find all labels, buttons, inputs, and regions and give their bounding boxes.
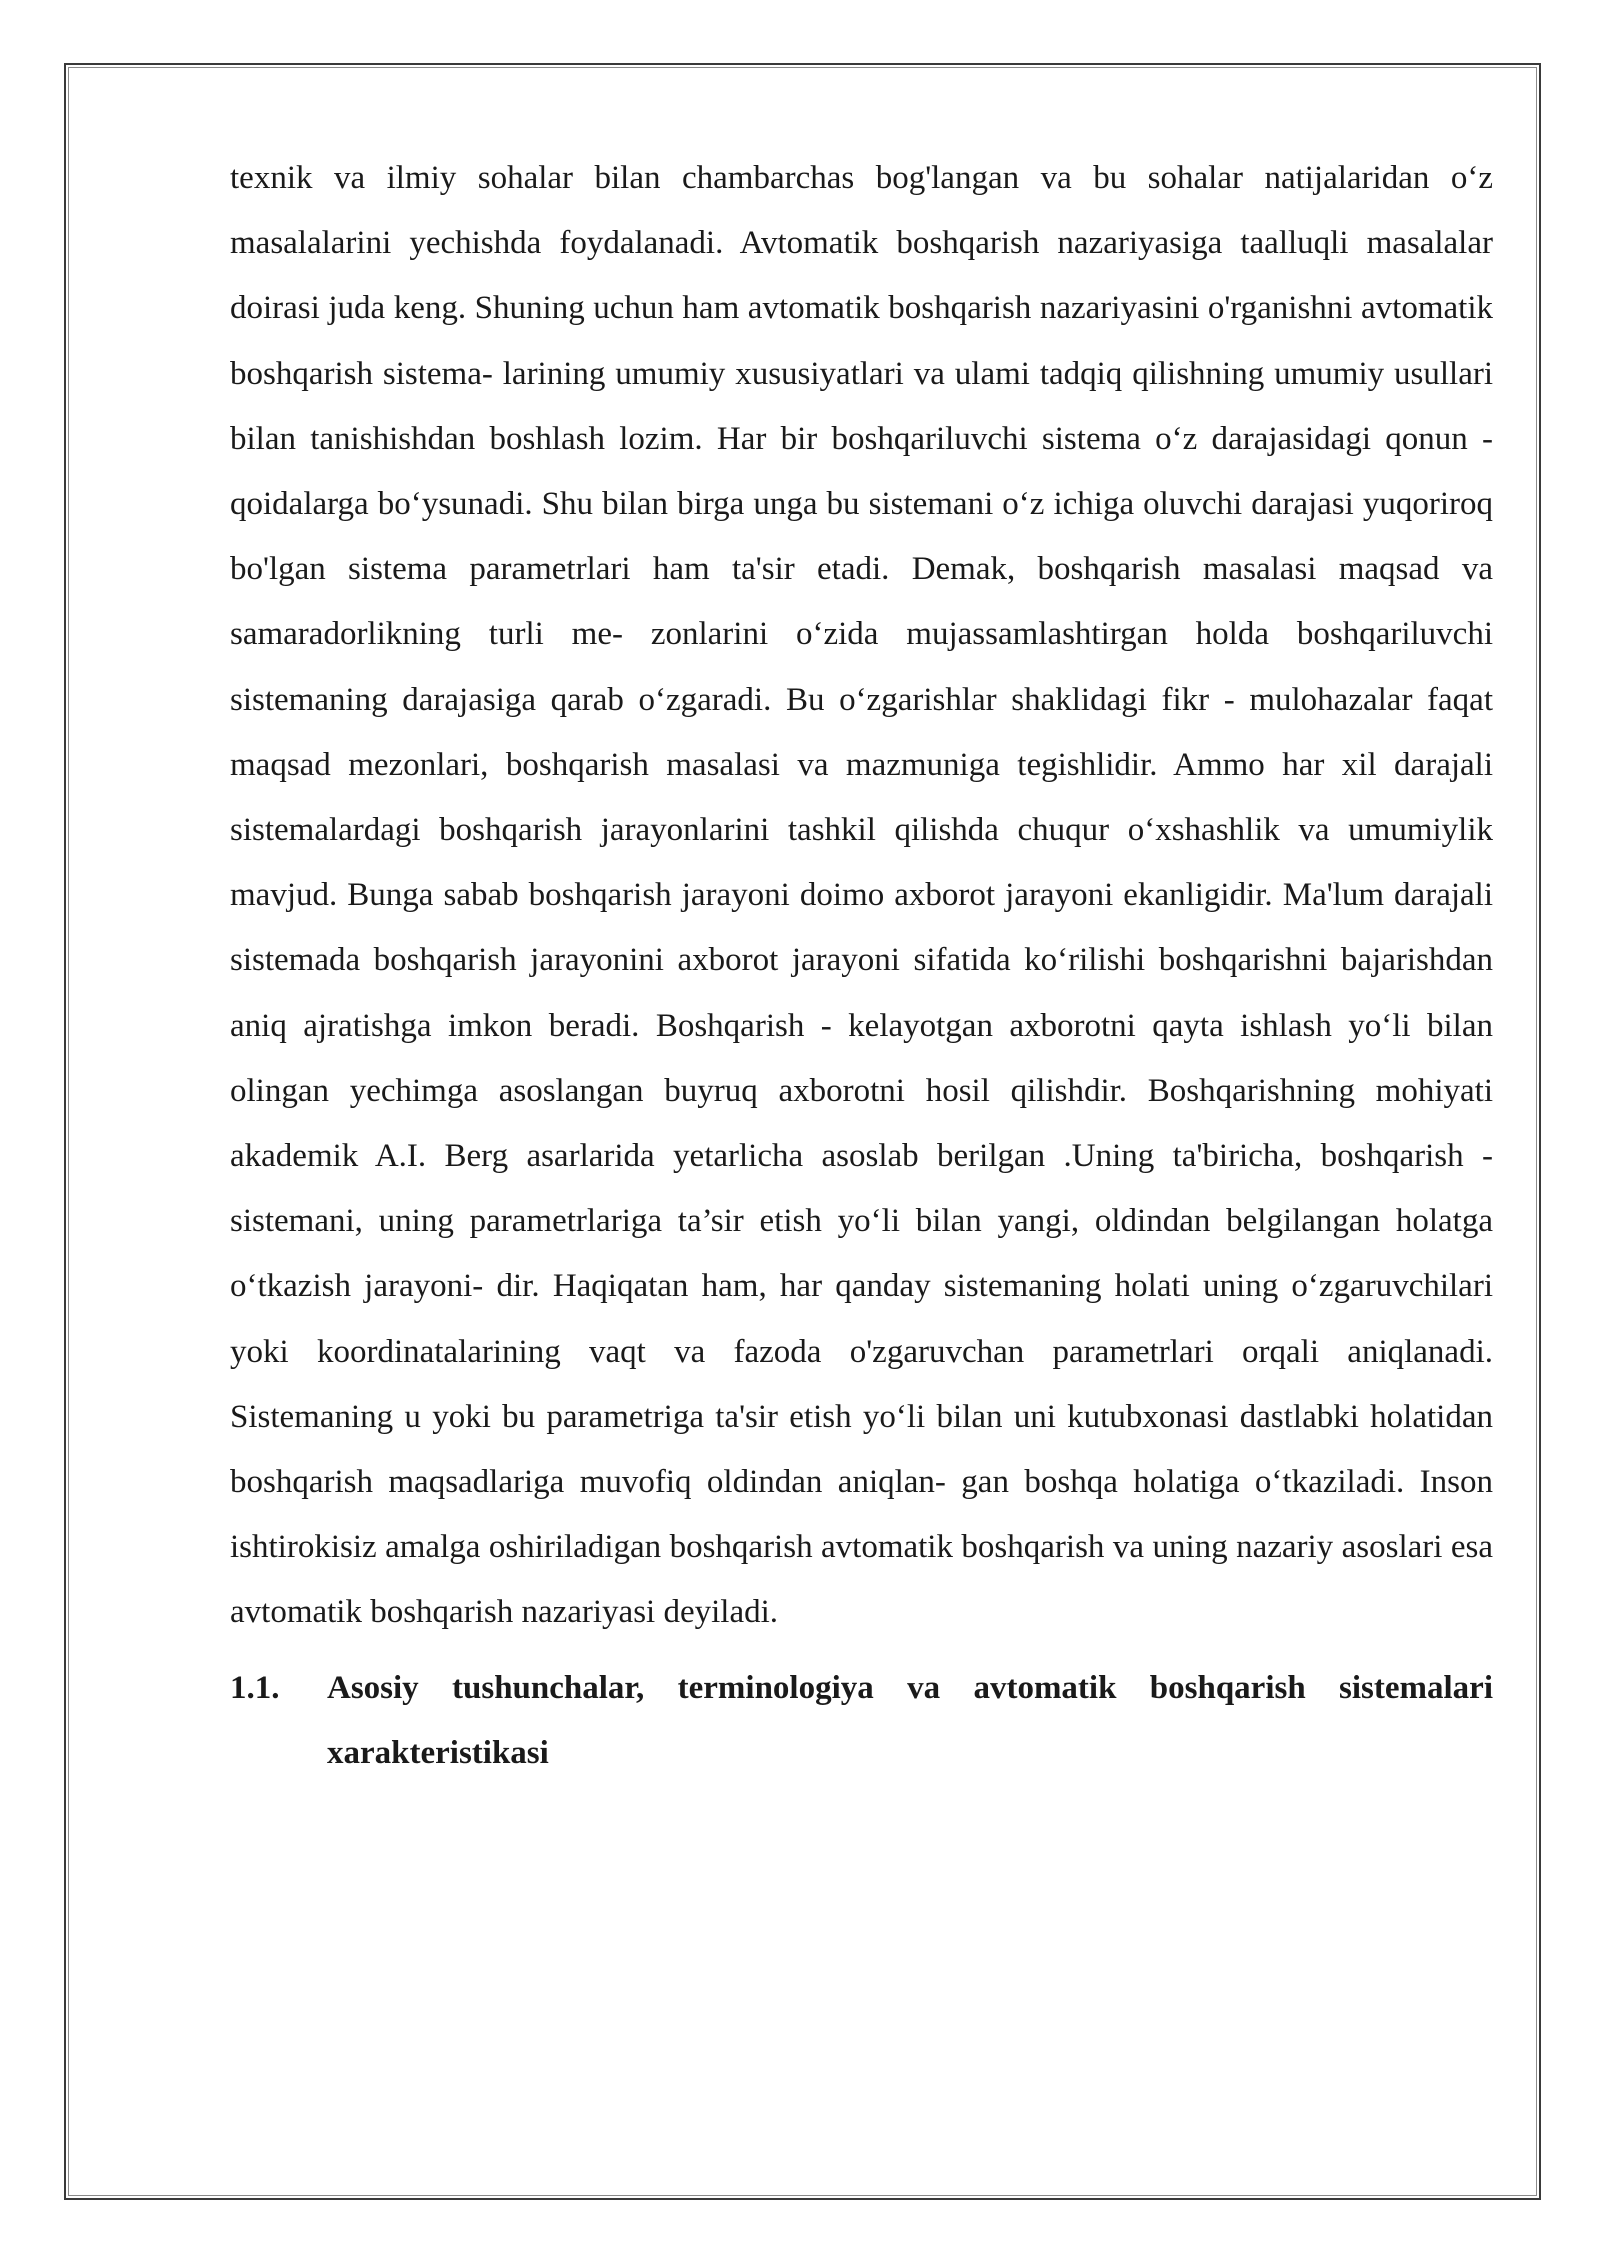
- section-number: 1.1.: [230, 1669, 280, 1706]
- section-title: Asosiy tushunchalar, terminologiya va avtomatik boshqarish sistemalari xarakteristikasi: [327, 1669, 1493, 1771]
- section-heading: [230, 1656, 1493, 1786]
- document-content: [230, 146, 1493, 1786]
- body-paragraph: texnik va ilmiy sohalar bilan chambarchas bog'langan va bu sohalar natijalaridan o‘z masalalarini yechishda foydalanadi. Avtomatik boshqarish nazariyasiga taalluqli masalalar doirasi juda keng. Shuning uchun ham avtomatik boshqarish nazariyasini o'rganishni avtomatik boshqarish sistema- larining umumiy xususiyatlari va ulami tadqiq qilishning umumiy usullari bilan tanishishdan boshlash lozim. Har bir boshqariluvchi sistema o‘z darajasidagi qonun - qoidalarga bo‘ysunadi. Shu bilan birga unga bu sistemani o‘z ichiga oluvchi darajasi yuqoriroq bo'lgan sistema parametrlari ham ta'sir etadi. Demak, boshqarish masalasi maqsad va samaradorlikning turli me- zonlarini o‘zida mujassamlashtirgan holda boshqariluvchi sistemaning darajasiga qarab o‘zgaradi. Bu o‘zgarishlar shaklidagi fikr - mulohazalar faqat maqsad mezonlari, boshqarish masalasi va mazmuniga tegishlidir. Ammo har xil darajali sistemalardagi boshqarish jarayonlarini tashkil qilishda chuqur o‘xshashlik va umumiylik mavjud. Bunga sabab boshqarish jarayoni doimo axborot jarayoni ekanligidir. Ma'lum darajali sistemada boshqarish jarayonini axborot jarayoni sifatida ko‘rilishi boshqarishni bajarishdan aniq ajratishga imkon beradi. Boshqarish - kelayotgan axborotni qayta ishlash yo‘li bilan olingan yechimga asoslangan buyruq axborotni hosil qilishdir. Boshqarishning mohiyati akademik A.I. Berg asarlarida yetarlicha asoslab berilgan .Uning ta'biricha, boshqarish - sistemani, uning parametrlariga ta’sir etish yo‘li bilan yangi, oldindan belgilangan holatga o‘tkazish jarayoni- dir. Haqiqatan ham, har qanday sistemaning holati uning o‘zgaruvchilari yoki koordinatalarining vaqt va fazoda o'zgaruvchan parametrlari orqali aniqlanadi. Sistemaning u yoki bu parametriga ta'sir etish yo‘li bilan uni kutubxonasi dastlabki holatidan boshqarish maqsadlariga muvofiq oldindan aniqlan- gan boshqa holatiga o‘tkaziladi. Inson ishtirokisiz amalga oshiriladigan boshqarish avtomatik boshqarish va uning nazariy asoslari esa avtomatik boshqarish nazariyasi deyiladi.: [230, 160, 1493, 1631]
